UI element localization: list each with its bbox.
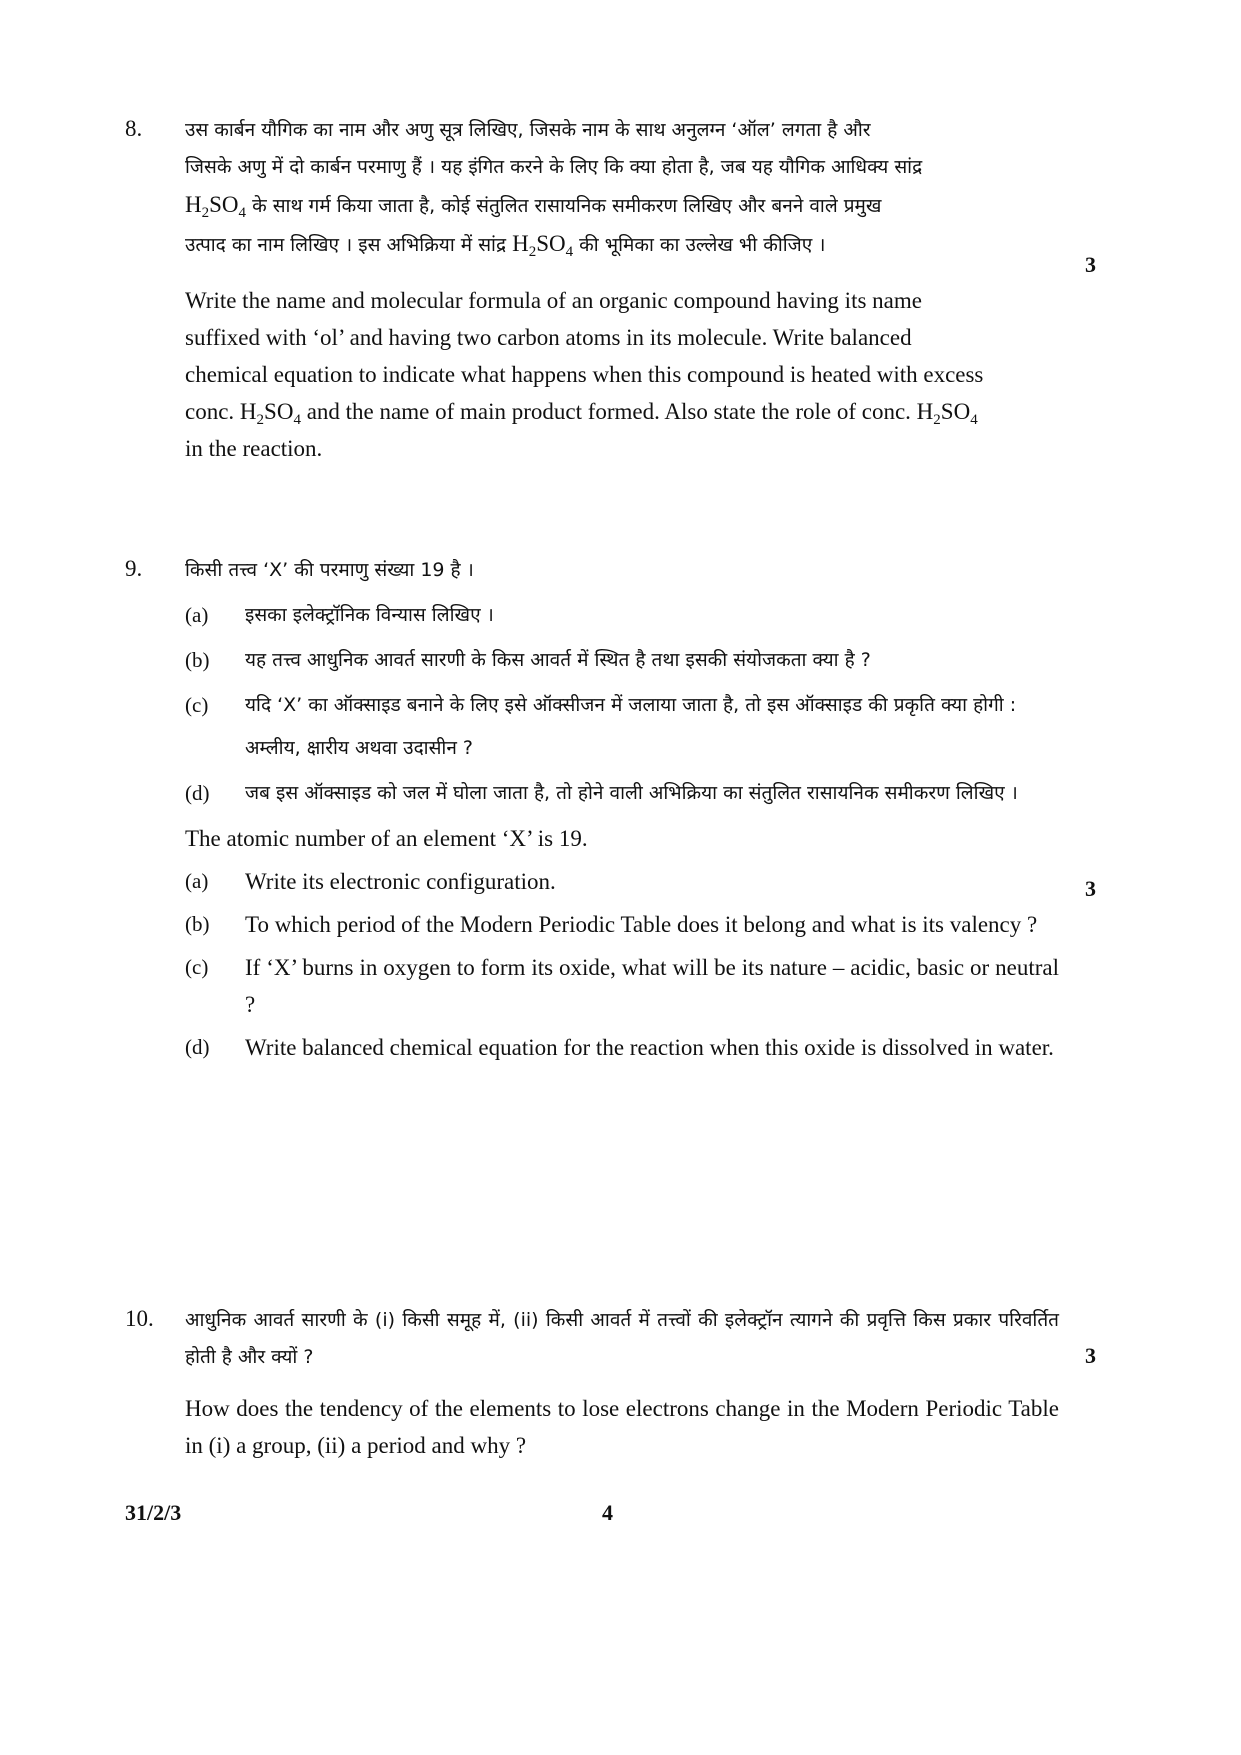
chemical-formula: $H_2SO_4$ bbox=[916, 399, 978, 428]
question-number: 10. bbox=[125, 1306, 154, 1331]
hindi-part-a: (a) इसका इलेक्ट्रॉनिक विन्यास लिखिए । bbox=[185, 603, 494, 627]
chemical-formula: $H_2SO_4$ bbox=[512, 231, 574, 260]
english-part-c: (c) If ‘X’ burns in oxygen to form its oxide, what will be its nature – acidic, basic or neutral ? bbox=[185, 955, 1059, 1017]
english-text: How does the tendency of the elements to lose electrons change in the Modern Periodic Table in (i) a group, (ii) a period and why ? bbox=[185, 1396, 1059, 1458]
english-line: suffixed with ‘ol’ and having two carbon atoms in its molecule. Write balanced bbox=[185, 325, 912, 350]
marks-label: 3 bbox=[1085, 1343, 1096, 1368]
question-number: 8. bbox=[125, 116, 143, 141]
english-line: conc. $H_2SO_4$ and the name of main product formed. Also state the role of conc. $H_2SO_4$ bbox=[185, 399, 978, 428]
english-line: chemical equation to indicate what happens when this compound is heated with excess bbox=[185, 362, 984, 387]
english-intro: The atomic number of an element ‘X’ is 19. bbox=[185, 826, 588, 851]
chemical-formula: $H_2SO_4$ bbox=[239, 399, 301, 428]
english-part-d: (d) Write balanced chemical equation for the reaction when this oxide is dissolved in water. bbox=[185, 1035, 1054, 1060]
hindi-part-b: (b) यह तत्त्व आधुनिक आवर्त सारणी के किस आवर्त में स्थित है तथा इसकी संयोजकता क्या है ? bbox=[185, 648, 871, 672]
hindi-part-d: (d) जब इस ऑक्साइड को जल में घोला जाता है, तो होने वाली अभिक्रिया का संतुलित रासायनिक समीकरण लिखिए । bbox=[185, 781, 1018, 805]
question-number: 9. bbox=[125, 556, 143, 581]
page-number: 4 bbox=[602, 1500, 613, 1525]
english-line: Write the name and molecular formula of an organic compound having its name bbox=[185, 288, 922, 313]
hindi-line: उत्पाद का नाम लिखिए । इस अभिक्रिया में सांद्र $H_2SO_4$ की भूमिका का उल्लेख भी कीजिए । bbox=[185, 231, 826, 260]
question-body bbox=[185, 1302, 1059, 1464]
paper-code: 31/2/3 bbox=[125, 1500, 182, 1525]
marks-label: 3 bbox=[1085, 252, 1096, 277]
english-line: in the reaction. bbox=[185, 436, 323, 461]
hindi-intro: किसी तत्त्व ‘X’ की परमाणु संख्या 19 है । bbox=[185, 559, 474, 581]
question-body bbox=[185, 552, 1059, 1066]
hindi-line: जिसके अणु में दो कार्बन परमाणु हैं । यह इंगित करने के लिए कि क्या होता है, जब यह यौगिक आधिक्य सांद्र bbox=[185, 156, 923, 178]
hindi-line: उस कार्बन यौगिक का नाम और अणु सूत्र लिखिए, जिसके नाम के साथ अनुलग्न ‘ऑल’ लगता है और bbox=[185, 119, 871, 141]
marks-label: 3 bbox=[1085, 876, 1096, 901]
chemical-formula: $H_2SO_4$ bbox=[185, 192, 247, 221]
english-part-a: (a) Write its electronic configuration. bbox=[185, 869, 556, 894]
hindi-line: $H_2SO_4$ के साथ गर्म किया जाता है, कोई संतुलित रासायनिक समीकरण लिखिए और बनने वाले प्रमुख bbox=[185, 192, 882, 221]
question-body bbox=[185, 112, 1059, 467]
english-part-b: (b) To which period of the Modern Periodic Table does it belong and what is its valency ? bbox=[185, 912, 1038, 937]
hindi-text: आधुनिक आवर्त सारणी के (i) किसी समूह में, (ii) किसी आवर्त में तत्त्वों की इलेक्ट्रॉन त्यागने की प्रवृत्ति किस प्रकार परिवर्तित होती है और क्यों ? bbox=[185, 1309, 1059, 1368]
hindi-part-c: (c) यदि ‘X’ का ऑक्साइड बनाने के लिए इसे ऑक्सीजन में जलाया जाता है, तो इस ऑक्साइड की प्रकृति क्या होगी : अम्लीय, क्षारीय अथवा उदासीन ? bbox=[185, 693, 1017, 759]
